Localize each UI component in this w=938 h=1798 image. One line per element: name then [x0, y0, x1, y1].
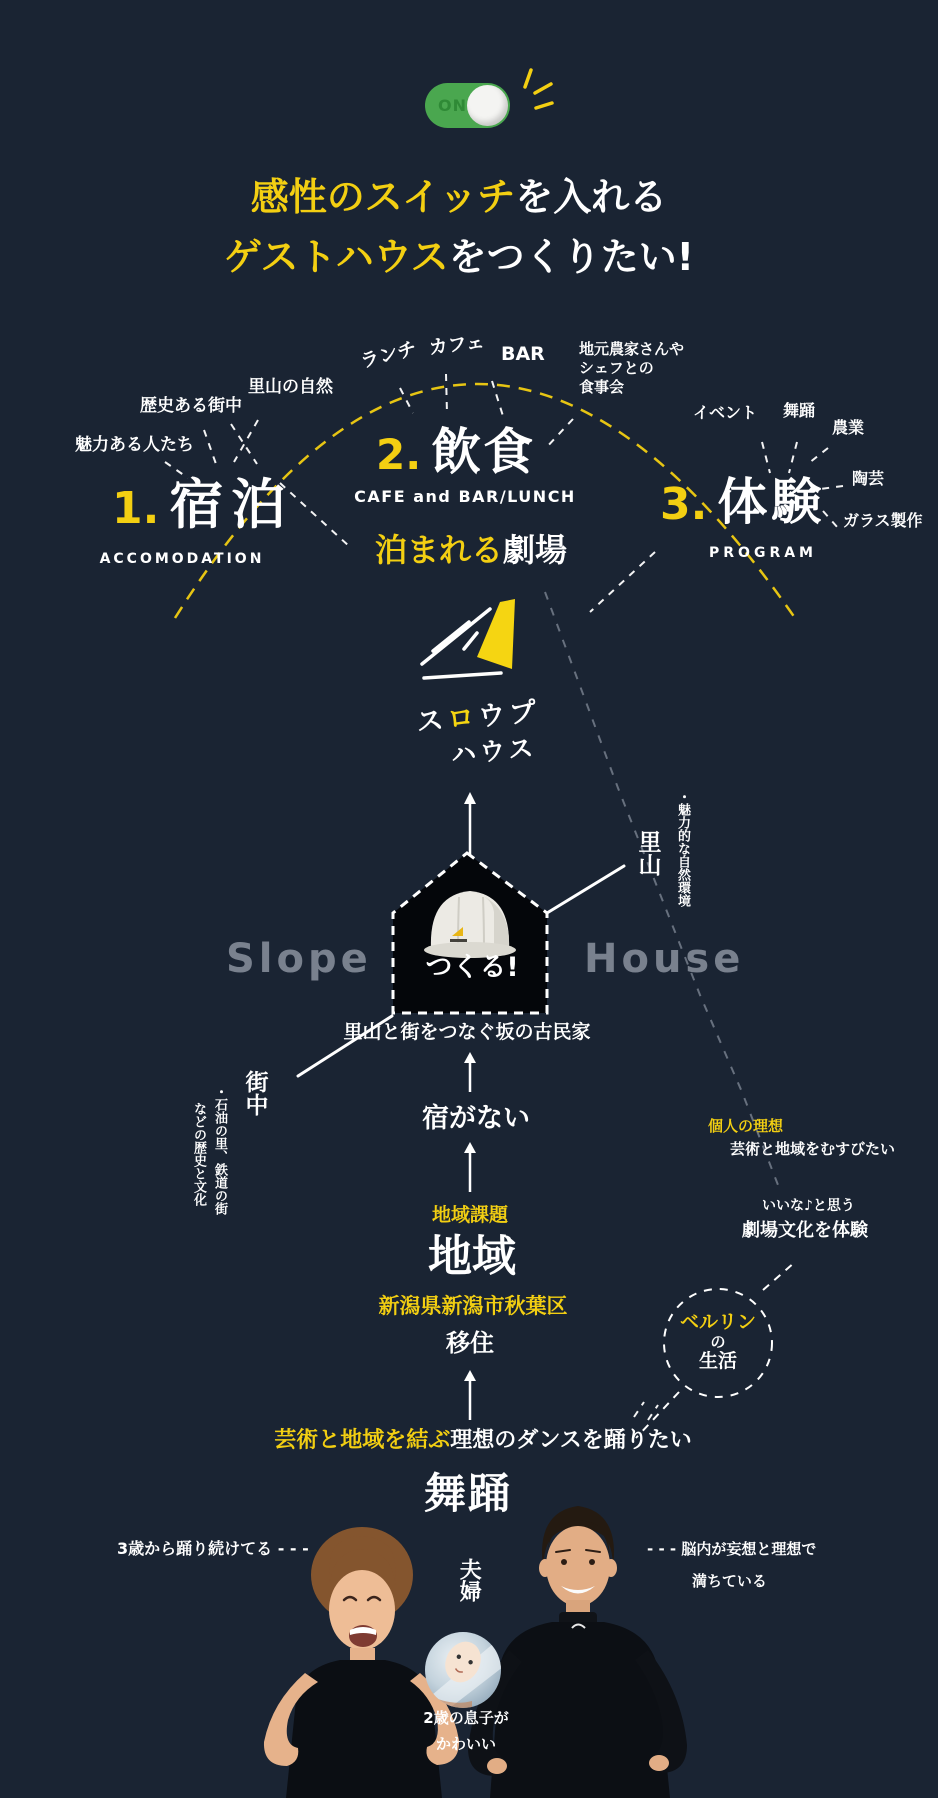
gray-dashed-line: [545, 592, 778, 1185]
regional-issue-label: 地域課題: [431, 1204, 509, 1226]
slope-house-logo: [415, 599, 541, 769]
label-historic-town: 歴史ある街中: [140, 396, 242, 416]
couple-photo: [264, 1506, 687, 1798]
baby-note1: 2歳の息子が: [423, 1709, 509, 1727]
main-title-line2: ゲストハウスをつくりたい!: [224, 235, 694, 279]
machinaka-note1: ・石油の里、鉄道の街: [211, 1085, 227, 1215]
dance-lead: 芸術と地域を結ぶ理想のダンスを踊りたい: [274, 1428, 692, 1453]
yellow-sail: [477, 599, 515, 669]
label-satoyama-nature: 里山の自然: [248, 377, 333, 397]
couple-right-note1: - - - 脳内が妄想と理想で: [647, 1540, 817, 1558]
couple-pair-label: 夫婦: [456, 1558, 482, 1602]
machinaka-big: 街中: [241, 1070, 268, 1116]
section-program-title: 3. 体験: [660, 473, 826, 531]
ideal-wish: 芸術と地域をむすびたい: [730, 1140, 896, 1158]
label-farmers-dinner: 地元農家さんや シェフとの 食事会: [579, 340, 685, 396]
house-word: House: [584, 936, 745, 982]
section-accommodation-title: 1. 宿泊: [112, 473, 294, 536]
region-text: 地域: [428, 1231, 516, 1282]
satoyama-big: 里山: [634, 830, 661, 876]
baby-note2: かわいい: [435, 1735, 497, 1753]
slope-word: Slope: [226, 936, 372, 982]
svg-text:ハウス: ハウス: [449, 733, 539, 770]
couple-right-note2: 満ちている: [692, 1572, 767, 1590]
ideal-theater: 劇場文化を体験: [742, 1220, 868, 1241]
label-bar: BAR: [501, 343, 545, 365]
label-glasswork: ガラス製作: [843, 511, 923, 530]
machinaka-note2: などの歴史と文化: [190, 1102, 206, 1206]
section-dining-sub: CAFE and BAR/LUNCH: [354, 487, 576, 506]
migration-text: 移住: [446, 1329, 494, 1357]
section-accommodation-sub: ACCOMODATION: [99, 551, 265, 567]
dining-tagline: 泊まれる劇場: [374, 531, 568, 569]
ideal-label: 個人の理想: [708, 1117, 784, 1135]
label-agriculture: 農業: [832, 418, 865, 437]
satoyama-note: ・魅力的な自然環境: [674, 790, 690, 907]
label-lunch: ランチ: [358, 337, 419, 373]
label-pottery: 陶芸: [852, 469, 885, 488]
toggle-on-label: ON: [438, 96, 467, 115]
dance-big: 舞踊: [423, 1469, 513, 1518]
sparkle-icon: [525, 70, 552, 108]
build-label: つくる!: [425, 952, 519, 983]
section-program-sub: PROGRAM: [709, 545, 817, 561]
toggle-knob: [467, 85, 508, 126]
label-cafe: カフェ: [427, 331, 486, 359]
svg-text:スロウプ: スロウプ: [415, 696, 542, 739]
house-caption: 里山と街をつなぐ坂の古民家: [343, 1021, 591, 1043]
label-dance: 舞踊: [783, 401, 816, 420]
main-title-line1: 感性のスイッチを入れる: [250, 175, 668, 219]
section-dining-title: 2. 飲食: [376, 423, 536, 481]
label-attractive-people: 魅力ある人たち: [75, 435, 194, 455]
on-toggle[interactable]: [425, 83, 510, 128]
couple-left-note: 3歳から踊り続けてる - - -: [117, 1539, 309, 1558]
ideal-feel: いいな♪と思う: [762, 1198, 855, 1214]
no-inn-text: 宿がない: [422, 1103, 530, 1134]
label-event: イベント: [693, 403, 758, 422]
berlin-text: ベルリン の 生活: [679, 1311, 757, 1373]
location-text: 新潟県新潟市秋葉区: [378, 1294, 568, 1318]
